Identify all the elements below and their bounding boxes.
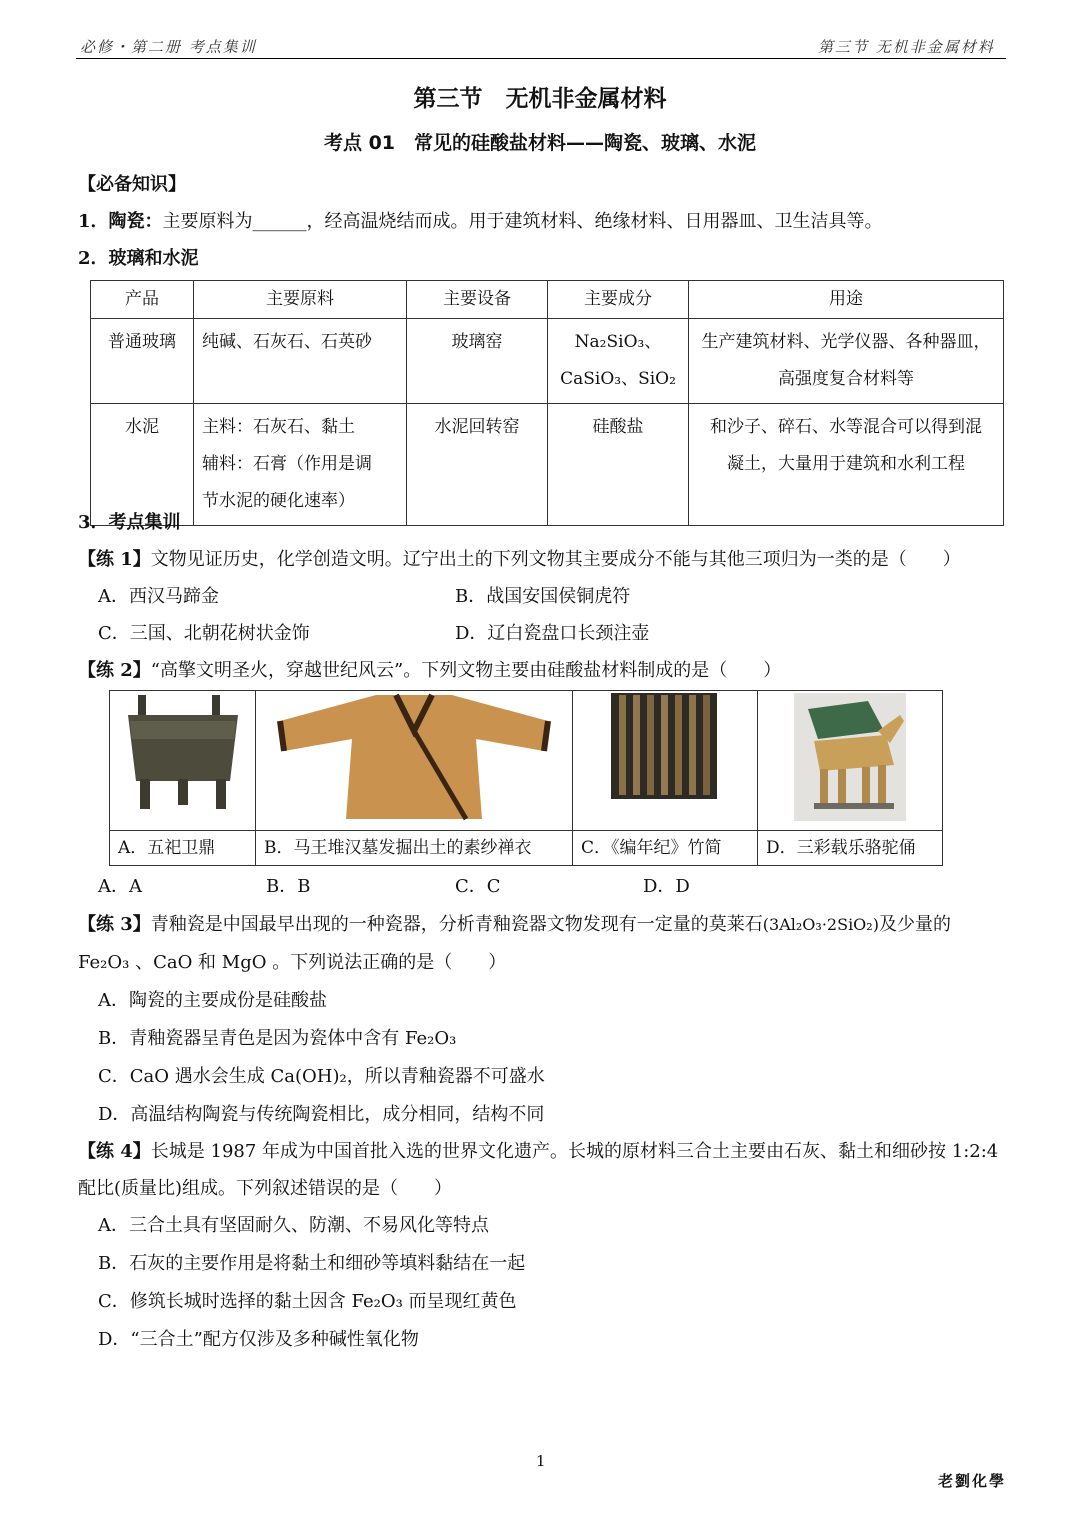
mat-line: 辅料：石膏（作用是调 — [202, 454, 372, 474]
q4-option-c[interactable]: C．修筑长城时选择的黏土因含 Fe₂O₃ 而呈现红黄色 — [98, 1291, 517, 1312]
th-composition: 主要成分 — [548, 281, 689, 319]
q2-option-a[interactable]: A．A — [98, 876, 142, 897]
q4-option-b[interactable]: B．石灰的主要作用是将黏土和细砂等填料黏结在一起 — [98, 1253, 526, 1274]
q3-stem — [78, 910, 951, 936]
q1-option-c[interactable]: C．三国、北朝花树状金饰 — [98, 623, 310, 644]
comp-line: Na₂SiO₃、 — [574, 332, 662, 352]
q2-tag: 【练 2】 — [78, 660, 151, 681]
q2-text: “高擎文明圣火，穿越世纪风云”。下列文物主要由硅酸盐材料制成的是（ ） — [150, 660, 782, 681]
artifact-image-cell — [256, 691, 573, 831]
header-right: 第三节 无机非金属材料 — [818, 38, 995, 56]
item-glass-cement: 2．玻璃和水泥 — [78, 248, 199, 269]
comp-line: CaSiO₃、SiO₂ — [560, 369, 676, 389]
mat-line: 主料：石灰石、黏土 — [202, 417, 355, 437]
bamboo-slips-image — [573, 691, 757, 825]
page-number: 1 — [536, 1452, 546, 1470]
th-use: 用途 — [689, 281, 1004, 319]
cell-composition — [548, 319, 689, 404]
th-material: 主要原料 — [194, 281, 407, 319]
page-title: 第三节 无机非金属材料 — [413, 86, 667, 112]
artifact-image-cell — [110, 691, 256, 831]
q4-option-a[interactable]: A．三合土具有坚固耐久、防潮、不易风化等特点 — [98, 1215, 489, 1236]
header-left: 必修・第二册 考点集训 — [80, 38, 257, 56]
q3-text-b: 及少量的 — [878, 914, 951, 935]
q3-option-b[interactable]: B．青釉瓷器呈青色是因为瓷体中含有 Fe₂O₃ — [98, 1028, 457, 1049]
bronze-ding-image — [110, 691, 255, 825]
artifact-caption: C．《编年纪》竹简 — [573, 831, 758, 866]
cell-product: 普通玻璃 — [91, 319, 194, 404]
q2-stem — [78, 656, 781, 682]
item-practice: 3．考点集训 — [78, 512, 181, 533]
q2-option-b[interactable]: B．B — [266, 876, 311, 897]
cell-material: 纯碱、石灰石、石英砂 — [194, 319, 407, 404]
artifact-table — [109, 690, 943, 866]
knowledge-heading: 【必备知识】 — [78, 174, 186, 195]
q1-option-a[interactable]: A．西汉马蹄金 — [98, 586, 219, 607]
cell-product: 水泥 — [91, 404, 194, 526]
mullite-formula: (3Al₂O₃·2SiO₂) — [762, 915, 879, 934]
artifact-image-cell — [758, 691, 943, 831]
sancai-camel-image — [758, 691, 942, 825]
artifact-image-cell — [573, 691, 758, 831]
q2-option-d[interactable]: D．D — [643, 876, 690, 897]
th-product: 产品 — [91, 281, 194, 319]
q4-tag: 【练 4】 — [78, 1141, 151, 1162]
artifact-caption: B．马王堆汉墓发掘出土的素纱禅衣 — [256, 831, 573, 866]
th-equipment: 主要设备 — [407, 281, 548, 319]
item-ceramics-text: 主要原料为______，经高温烧结而成。用于建筑材料、绝缘材料、日用器皿、卫生洁具等。 — [162, 211, 883, 232]
q2-option-c[interactable]: C．C — [455, 876, 501, 897]
cell-use — [689, 404, 1004, 526]
table-row — [91, 404, 1004, 526]
item-ceramics — [78, 207, 883, 233]
q3-option-d[interactable]: D．高温结构陶瓷与传统陶瓷相比，成分相同，结构不同 — [98, 1104, 545, 1125]
brand-mark: 老劉化學 — [938, 1472, 1007, 1490]
q4-text: 长城是 1987 年成为中国首批入选的世界文化遗产。长城的原材料三合土主要由石灰、黏土和细砂按 1:2:4 — [150, 1141, 999, 1162]
q1-option-d[interactable]: D．辽白瓷盘口长颈注壶 — [455, 623, 650, 644]
q3-stem-line2: Fe₂O₃ 、CaO 和 MgO 。下列说法正确的是（ ） — [78, 952, 507, 973]
mat-line: 节水泥的硬化速率） — [202, 491, 355, 511]
cell-use — [689, 319, 1004, 404]
use-line: 高强度复合材料等 — [778, 369, 914, 389]
q3-tag: 【练 3】 — [78, 914, 151, 935]
cell-material — [194, 404, 407, 526]
section-subtitle: 考点 01 常见的硅酸盐材料——陶瓷、玻璃、水泥 — [323, 132, 757, 154]
artifact-caption: D．三彩载乐骆驼俑 — [758, 831, 943, 866]
materials-table — [90, 280, 1004, 526]
q1-option-b[interactable]: B．战国安国侯铜虎符 — [455, 586, 631, 607]
q4-stem-line2: 配比(质量比)组成。下列叙述错误的是（ ） — [78, 1178, 453, 1199]
q1-stem — [78, 545, 961, 571]
item-ceramics-label: 1．陶瓷： — [78, 211, 163, 232]
cell-equipment: 玻璃窑 — [407, 319, 548, 404]
cell-composition: 硅酸盐 — [548, 404, 689, 526]
header-rule — [76, 58, 1006, 59]
cell-equipment: 水泥回转窑 — [407, 404, 548, 526]
q4-stem — [78, 1137, 998, 1163]
q1-text: 文物见证历史，化学创造文明。辽宁出土的下列文物其主要成分不能与其他三项归为一类的是（ ） — [150, 549, 961, 570]
table-header-row — [91, 281, 1004, 319]
q3-text: 青釉瓷是中国最早出现的一种瓷器，分析青釉瓷器文物发现有一定量的莫莱石 — [150, 914, 763, 935]
q4-option-d[interactable]: D．“三合土”配方仅涉及多种碱性氧化物 — [98, 1329, 419, 1350]
use-line: 生产建筑材料、光学仪器、各种器皿， — [701, 332, 991, 352]
use-line: 凝土，大量用于建筑和水利工程 — [727, 454, 965, 474]
table-row — [91, 319, 1004, 404]
q3-option-c[interactable]: C．CaO 遇水会生成 Ca(OH)₂，所以青釉瓷器不可盛水 — [98, 1066, 545, 1087]
q3-option-a[interactable]: A．陶瓷的主要成份是硅酸盐 — [98, 990, 327, 1011]
artifact-caption: A．五祀卫鼎 — [110, 831, 256, 866]
q1-tag: 【练 1】 — [78, 549, 151, 570]
silk-robe-image — [256, 691, 572, 825]
use-line: 和沙子、碎石、水等混合可以得到混 — [710, 417, 982, 437]
